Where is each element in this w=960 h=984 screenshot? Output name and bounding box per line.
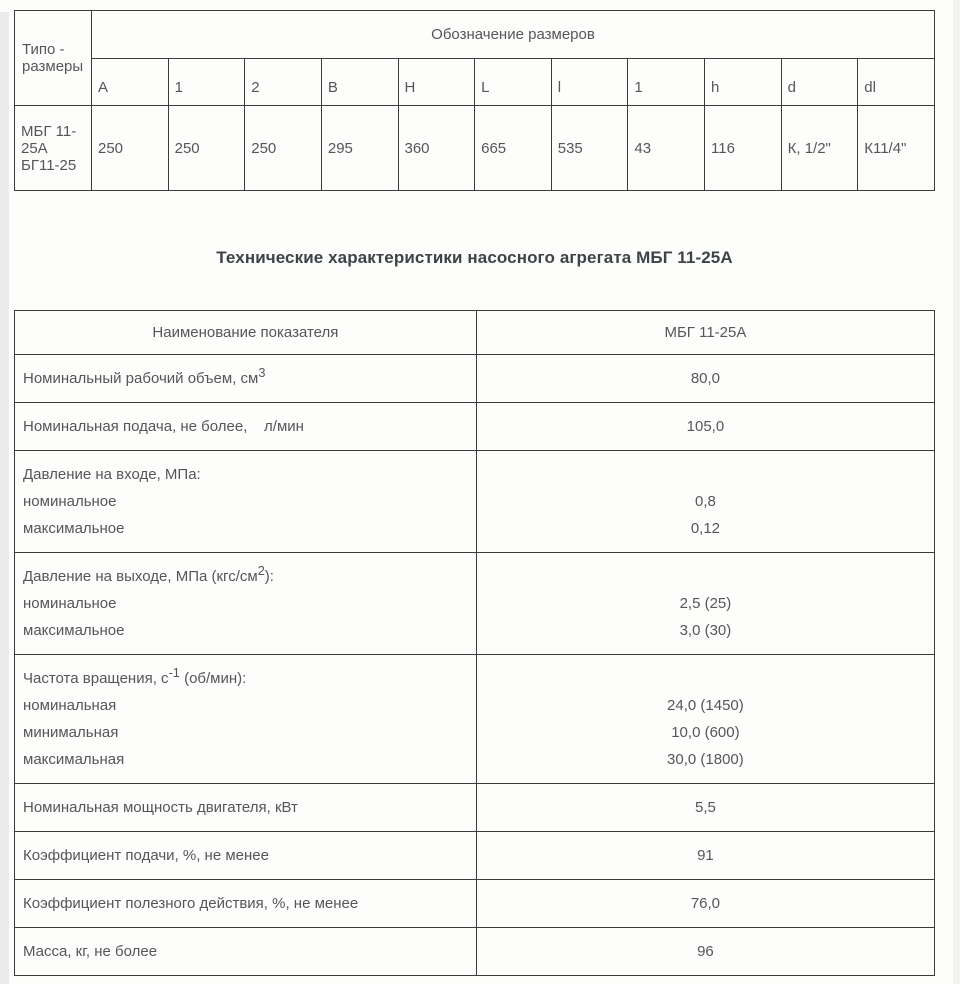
spec-label-line: Масса, кг, не более	[23, 943, 158, 960]
spec-value-line: 80,0	[690, 370, 721, 387]
content-area	[14, 0, 935, 976]
spec-value-line: 10,0 (600)	[671, 724, 740, 741]
spec-parameter-cell	[15, 451, 477, 553]
dims-column-header-5: L	[475, 59, 552, 106]
spec-value-cell	[476, 928, 934, 976]
spec-value-cell	[476, 403, 934, 451]
spec-row-2	[15, 451, 935, 553]
spec-value-line: 91	[697, 847, 714, 864]
dimensions-table	[14, 10, 935, 191]
spec-label-line: Коэффициент подачи, %, не менее	[23, 847, 269, 864]
spec-parameter-cell	[15, 553, 477, 655]
dims-value-cell-5: 665	[475, 106, 552, 191]
spec-value-cell	[476, 832, 934, 880]
spec-label-line: Давление на выходе, МПа $(кгс/см^2)$:	[23, 563, 274, 585]
spec-label-line: номинальное	[23, 493, 117, 510]
spec-row-0	[15, 355, 935, 403]
dims-column-header-0: A	[92, 59, 169, 106]
dims-column-row	[15, 59, 935, 106]
dims-column-header-10: dl	[858, 59, 935, 106]
spec-label-line: Номинальный рабочий объем, $см^3$	[23, 365, 266, 387]
dims-corner-cell: Типо - размеры	[15, 11, 92, 106]
dims-column-header-4: H	[398, 59, 475, 106]
spec-label-line: Коэффициент полезного действия, %, не менее	[23, 895, 359, 912]
spec-parameter-cell	[15, 928, 477, 976]
dims-value-cell-8: 116	[705, 106, 782, 191]
spec-parameter-cell	[15, 403, 477, 451]
spec-value-line: 0,12	[690, 520, 721, 537]
spec-value-line: 96	[697, 943, 714, 960]
specs-parameter-header: Наименование показателя	[15, 311, 477, 355]
dims-column-header-8: h	[705, 59, 782, 106]
dims-column-header-6: l	[551, 59, 628, 106]
dims-header-row	[15, 11, 935, 59]
dims-column-header-3: B	[321, 59, 398, 106]
spec-label-line: максимальная	[23, 751, 125, 768]
dims-group-header: Обозначение размеров	[92, 11, 935, 59]
spec-label-line: Номинальная подача, не более, л/мин	[23, 418, 304, 435]
spec-value-line: 3,0 (30)	[679, 622, 732, 639]
left-gutter	[0, 12, 9, 984]
spec-row-8	[15, 928, 935, 976]
dims-value-cell-6: 535	[551, 106, 628, 191]
spec-value-cell	[476, 451, 934, 553]
dims-value-cell-0: 250	[92, 106, 169, 191]
dims-model-cell: МБГ 11-25А БГ11-25	[15, 106, 92, 191]
spec-value-line: 105,0	[686, 418, 725, 435]
spec-value-cell	[476, 355, 934, 403]
dims-column-header-2: 2	[245, 59, 322, 106]
spec-value-line	[485, 563, 926, 590]
spec-value-line: 30,0 (1800)	[667, 751, 744, 768]
spec-label-line: номинальная	[23, 697, 117, 714]
spec-value-line: 24,0 (1450)	[667, 697, 744, 714]
spec-label-line: Давление на входе, МПа:	[23, 466, 201, 483]
spec-row-1	[15, 403, 935, 451]
section-title: Технические характеристики насосного агрегата МБГ 11-25А	[216, 248, 733, 267]
specs-table	[14, 310, 935, 976]
dims-column-header-9: d	[781, 59, 858, 106]
spec-value-cell	[476, 880, 934, 928]
spec-label-line: минимальная	[23, 724, 119, 741]
spec-label-line: максимальное	[23, 520, 125, 537]
spec-parameter-cell	[15, 655, 477, 784]
dims-column-header-1: 1	[168, 59, 245, 106]
dims-value-cell-3: 295	[321, 106, 398, 191]
spec-value-line	[485, 665, 926, 692]
spec-value-line: 76,0	[690, 895, 721, 912]
spec-parameter-cell	[15, 784, 477, 832]
spec-value-cell	[476, 784, 934, 832]
dims-column-header-7: 1	[628, 59, 705, 106]
dims-value-cell-2: 250	[245, 106, 322, 191]
dims-value-cell-7: 43	[628, 106, 705, 191]
spec-row-4	[15, 655, 935, 784]
spec-row-7	[15, 880, 935, 928]
spec-value-line: 0,8	[694, 493, 716, 510]
dims-data-row	[15, 106, 935, 191]
spec-parameter-cell	[15, 832, 477, 880]
spec-parameter-cell	[15, 355, 477, 403]
specs-model-header: МБГ 11-25А	[476, 311, 934, 355]
dims-value-cell-10: К11/4"	[858, 106, 935, 191]
dims-value-cell-4: 360	[398, 106, 475, 191]
spec-row-3	[15, 553, 935, 655]
spec-value-line	[485, 461, 926, 488]
spec-value-cell	[476, 655, 934, 784]
spec-label-line: Частота вращения, $с^{-1}$ (об/мин):	[23, 665, 247, 687]
spec-label-line: номинальное	[23, 595, 117, 612]
right-gutter	[953, 0, 960, 984]
spec-value-line: 5,5	[694, 799, 716, 816]
spec-value-cell	[476, 553, 934, 655]
dims-value-cell-1: 250	[168, 106, 245, 191]
spec-label-line: максимальное	[23, 622, 125, 639]
dims-value-cell-9: К, 1/2"	[781, 106, 858, 191]
spec-parameter-cell	[15, 880, 477, 928]
spec-row-6	[15, 832, 935, 880]
specs-table-body	[15, 311, 935, 976]
spec-row-5	[15, 784, 935, 832]
spec-label-line: Номинальная мощность двигателя, кВт	[23, 799, 298, 816]
dimensions-table-body	[15, 11, 935, 191]
specs-header-row	[15, 311, 935, 355]
spec-value-line: 2,5 (25)	[679, 595, 732, 612]
